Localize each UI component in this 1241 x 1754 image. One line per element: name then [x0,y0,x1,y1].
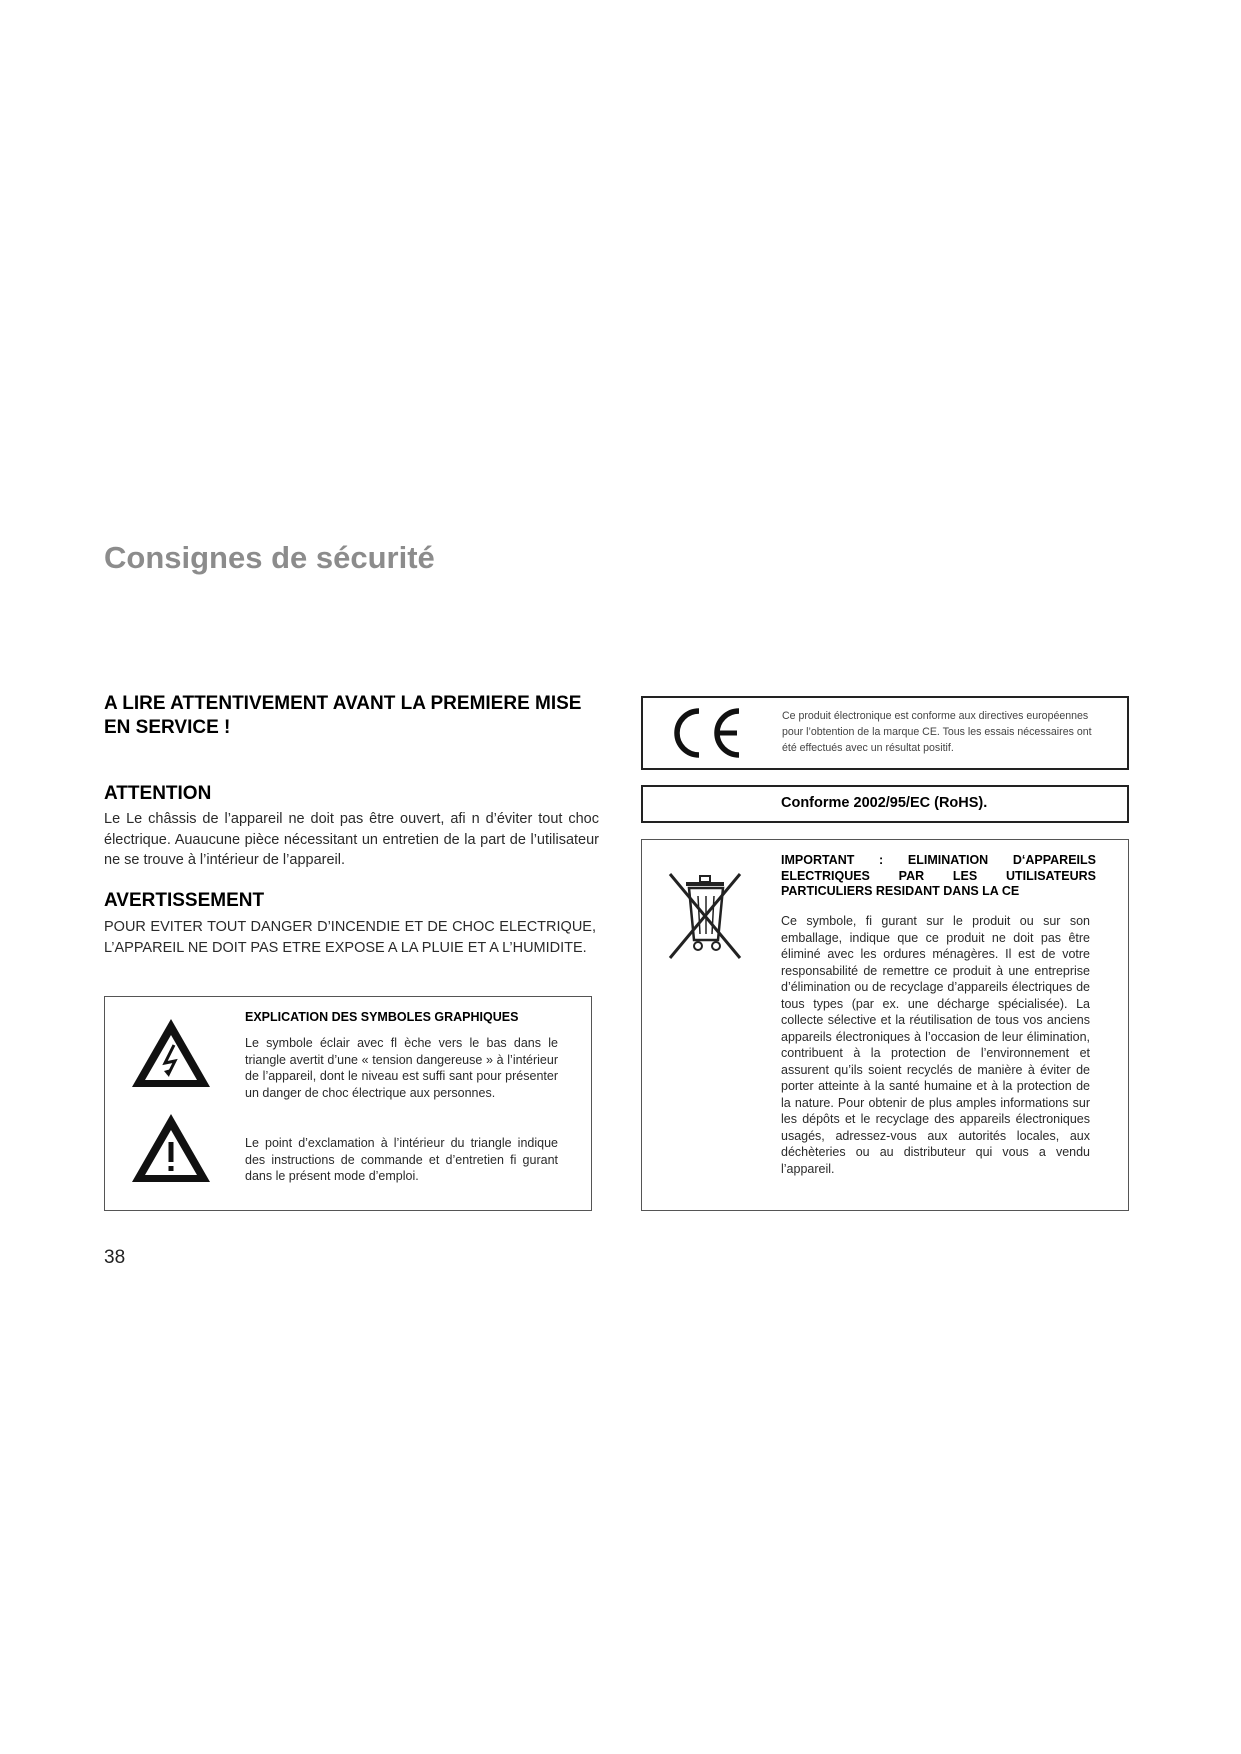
exclamation-warning-icon [128,1110,214,1186]
avertissement-text: POUR EVITER TOUT DANGER D’INCENDIE ET DE CHOC ELECTRIQUE, L’APPAREIL NE DOIT PAS ETRE EXPOSE A LA PLUIE ET A L’HUMIDITE. [104,919,596,956]
crossed-out-bin-icon [664,868,746,964]
avertissement-heading: AVERTISSEMENT [104,890,265,911]
weee-heading: IMPORTANT : ELIMINATION D‘APPAREILS ELECTRIQUES PAR LES UTILISATEURS PARTICULIERS RESIDANT DANS LA CE [781,853,1096,898]
attention-heading: ATTENTION [104,783,212,804]
page-title: Consignes de sécurité [104,540,435,575]
ce-mark-icon [666,705,746,761]
attention-text: Le Le châssis de l’appareil ne doit pas être ouvert, afi n d’éviter tout choc électrique. Auaucune pièce nécessitant un entretien de la part de l’utilisateur ne se trouve à l’intérieur de l’appareil. [104,811,599,868]
weee-text: Ce symbole, fi gurant sur le produit ou sur son emballage, indique que ce produit ne doit pas être éliminé avec les ordures ménagères. Il est de votre responsabilité de remettre ce produit à une entreprise d’élimination ou de recyclage d’appareils électriques de tous types (par ex. une décharge spécialisée). La collecte sélective et la réutilisation de tous vos anciens appareils électroniques à l’occasion de leur élimination, contribuent à la protection de l’environnement et assurent qu’ils soient recyclés de manière à éviter de porter atteinte à la santé humaine et à la protection de la nature. Pour obtenir de plus amples informations sur les dépôts et le recyclage des appareils électroniques usagés, adressez-vous aux autorités locales, aux déchèteries ou au distributeur qui vous a vendu l’appareil. [781,914,1090,1176]
exclamation-symbol-text: Le point d’exclamation à l’intérieur du triangle indique des instructions de commande et d’entretien fi gurant dans le présent mode d’emploi. [245,1136,558,1183]
lightning-symbol-text: Le symbole éclair avec fl èche vers le bas dans le triangle avertit d’une « tension dangereuse » à l’intérieur de l’appareil, dont le niveau est suffi sant pour présenter un danger de choc électrique aux personnes. [245,1036,558,1100]
rohs-text: Conforme 2002/95/EC (RoHS). [781,795,988,811]
main-heading: A LIRE ATTENTIVEMENT AVANT LA PREMIERE MISE EN SERVICE ! [104,693,582,738]
ce-text: Ce produit électronique est conforme aux directives européennes pour l’obtention de la marque CE. Tous les essais nécessaires ont été effectués avec un résultat positif. [782,710,1092,754]
symbols-title: EXPLICATION DES SYMBOLES GRAPHIQUES [245,1010,519,1024]
page-number: 38 [104,1247,126,1268]
high-voltage-warning-icon [128,1015,214,1091]
